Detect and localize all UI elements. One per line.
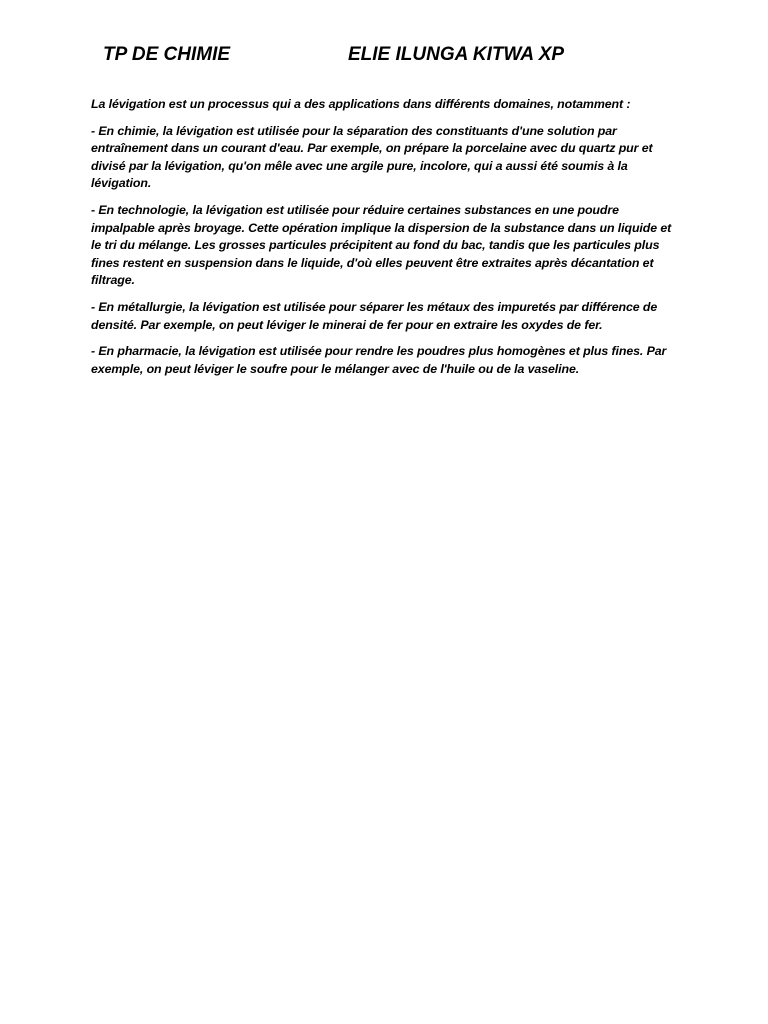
metallurgy-paragraph: - En métallurgie, la lévigation est utilisée pour séparer les métaux des impuretés par différence de densité. Par exemple, on peut léviger le minerai de fer pour en extraire les oxydes de fer. [91, 299, 658, 332]
author-name: ELIE ILUNGA KITWA XP [348, 44, 565, 65]
document-title: TP DE CHIMIE [103, 44, 231, 65]
document-body [91, 96, 681, 387]
pharmacy-paragraph: - En pharmacie, la lévigation est utilisée pour rendre les poudres plus homogènes et plus fines. Par exemple, on peut léviger le soufre pour le mélanger avec de l'huile ou de la vaseline. [91, 344, 667, 376]
document-header [103, 44, 663, 72]
chemistry-paragraph: - En chimie, la lévigation est utilisée pour la séparation des constituants d'une solution par entraînement dans un courant d'eau. Par exemple, on prépare la porcelaine avec du quartz pur et divisé par la lévigation, qu'on mêle avec une argile pure, incolore, qui a aussi été soumis à la lévigation. [91, 123, 653, 191]
intro-paragraph: La lévigation est un processus qui a des applications dans différents domaines, notamment : [91, 97, 631, 111]
technology-paragraph: - En technologie, la lévigation est utilisée pour réduire certaines substances en une poudre impalpable après broyage. Cette opération implique la dispersion de la substance dans un liquide et le tri du mélange. Les grosses particules précipitent au fond du bac, tandis que les particules plus fines restent en suspension dans le liquide, d'où elles peuvent être extraites après décantation et filtrage. [91, 202, 672, 288]
